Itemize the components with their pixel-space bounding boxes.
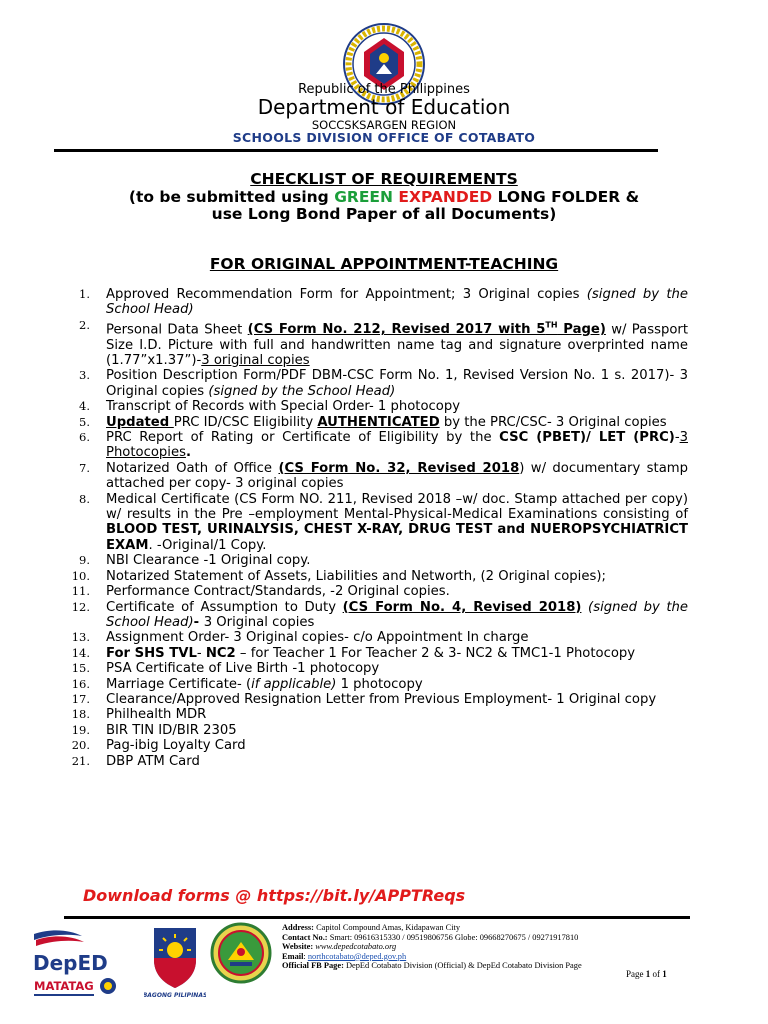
requirements-list [66, 287, 688, 769]
region-name: SOCCSKSARGEN REGION [311, 118, 457, 132]
bagong-pilipinas-icon [144, 924, 206, 1000]
header-divider [54, 149, 658, 152]
footer-website: Website: www.depedcotabato.org [282, 942, 397, 952]
footer-address: Address: Capitol Compound Amas, Kidapawan City [282, 923, 461, 932]
list-item: 9. NBI Clearance -1 Original copy. [79, 553, 311, 569]
republic-text: Republic of the Philippines [298, 82, 470, 97]
list-item: 1. Approved Recommendation Form for Appointment; 3 Original copies (signed by the School Head) [79, 287, 688, 318]
footer-contact-numbers: Contact No.: Smart: 09616315330 / 09519806756 Globe: 09668270675 / 09271917810 [282, 932, 579, 942]
checklist-subtitle-line1: (to be submitted using GREEN EXPANDED LONG FOLDER & [128, 188, 640, 206]
department-name: Department of Education [257, 95, 511, 119]
footer-fb-page: Official FB Page: DepEd Cotabato Division (Official) & DepEd Cotabato Division Page [282, 961, 582, 971]
division-seal-icon [210, 922, 272, 984]
list-item: 19. BIR TIN ID/BIR 2305 [71, 722, 237, 738]
list-item: 7. Notarized Oath of Office (CS Form No. 32, Revised 2018) w/ documentary stamp attached per copy- 3 original copies [79, 460, 689, 492]
division-name: SCHOOLS DIVISION OFFICE OF COTABATO [232, 130, 536, 145]
bagong-pilipinas-logo [144, 924, 206, 1000]
expanded-word: EXPANDED [398, 188, 493, 206]
division-seal-logo [210, 922, 272, 984]
list-item: 17. Clearance/Approved Resignation Letter from Previous Employment- 1 Original copy [71, 691, 657, 707]
deped-logo-icon [30, 926, 134, 1002]
list-item: 8. Medical Certificate (CS Form NO. 211, Revised 2018 –w/ doc. Stamp attached per copy) w/ results in the Pre –employment Mental-Physical-Medical Examinations consisting of BLOOD TEST, URINALYSIS, CHEST X-RAY, DRUG TEST and NUEROPSYCHIATRICT EXAM. -Original/1 Copy. [79, 491, 688, 553]
list-item: 20. Pag-ibig Loyalty Card [71, 738, 246, 754]
footer-divider [64, 916, 690, 919]
footer-email: Email: northcotabato@deped.gov.ph [282, 951, 407, 961]
list-item: 15. PSA Certificate of Live Birth -1 photocopy [71, 661, 380, 677]
list-item: 13. Assignment Order- 3 Original copies- c/o Appointment In charge [71, 630, 529, 646]
list-item: 5. Updated PRC ID/CSC Eligibility AUTHENTICATED by the PRC/CSC- 3 Original copies [79, 414, 667, 430]
list-item: 10. Notarized Statement of Assets, Liabilities and Networth, (2 Original copies); [71, 568, 606, 584]
deped-matatag-logo [30, 926, 134, 1002]
list-item: 2. Personal Data Sheet (CS Form No. 212, Revised 2017 with 5TH Page) w/ Passport Size I.D. Picture with full and handwritten name tag and signature overprinted name (1.77”x1.37”)-3 original copies [79, 317, 689, 369]
green-word: GREEN [334, 188, 393, 206]
footer-contact-block [282, 923, 692, 971]
list-item: 21. DBP ATM Card [71, 753, 200, 769]
email-link[interactable]: northcotabato@deped.gov.ph [307, 951, 407, 961]
page-number: Page 1 of 1 [626, 969, 667, 979]
bagong-pilipinas-text: BAGONG PILIPINAS [144, 992, 206, 999]
list-item: 6. PRC Report of Rating or Certificate of Eligibility by the CSC (PBET)/ LET (PRC)-3 Photocopies. [79, 430, 688, 461]
section-title: FOR ORIGINAL APPOINTMENT-TEACHING [209, 255, 559, 273]
list-item: 11. Performance Contract/Standards, -2 Original copies. [71, 584, 450, 600]
matatag-logo-text: MATATAG [34, 979, 94, 993]
list-item: 16. Marriage Certificate- (if applicable) 1 photocopy [71, 676, 423, 692]
deped-logo-text: DepED [33, 951, 108, 975]
download-forms-link[interactable]: Download forms @ https://bit.ly/APPTReqs [83, 886, 466, 905]
checklist-subtitle-line2: use Long Bond Paper of all Documents) [211, 205, 557, 223]
list-item: 18. Philhealth MDR [71, 707, 207, 723]
list-item: 4. Transcript of Records with Special Order- 1 photocopy [79, 399, 461, 415]
list-item: 12. Certificate of Assumption to Duty (CS Form No. 4, Revised 2018) (signed by the School Head)- 3 Original copies [71, 599, 689, 630]
list-item: 3. Position Description Form/PDF DBM-CSC Form No. 1, Revised Version No. 1 s. 2017)- 3 Original copies (signed by the School Head) [79, 368, 688, 399]
list-item: 14. For SHS TVL- NC2 – for Teacher 1 For Teacher 2 & 3- NC2 & TMC1-1 Photocopy [71, 645, 636, 661]
checklist-title: CHECKLIST OF REQUIREMENTS [250, 170, 518, 188]
